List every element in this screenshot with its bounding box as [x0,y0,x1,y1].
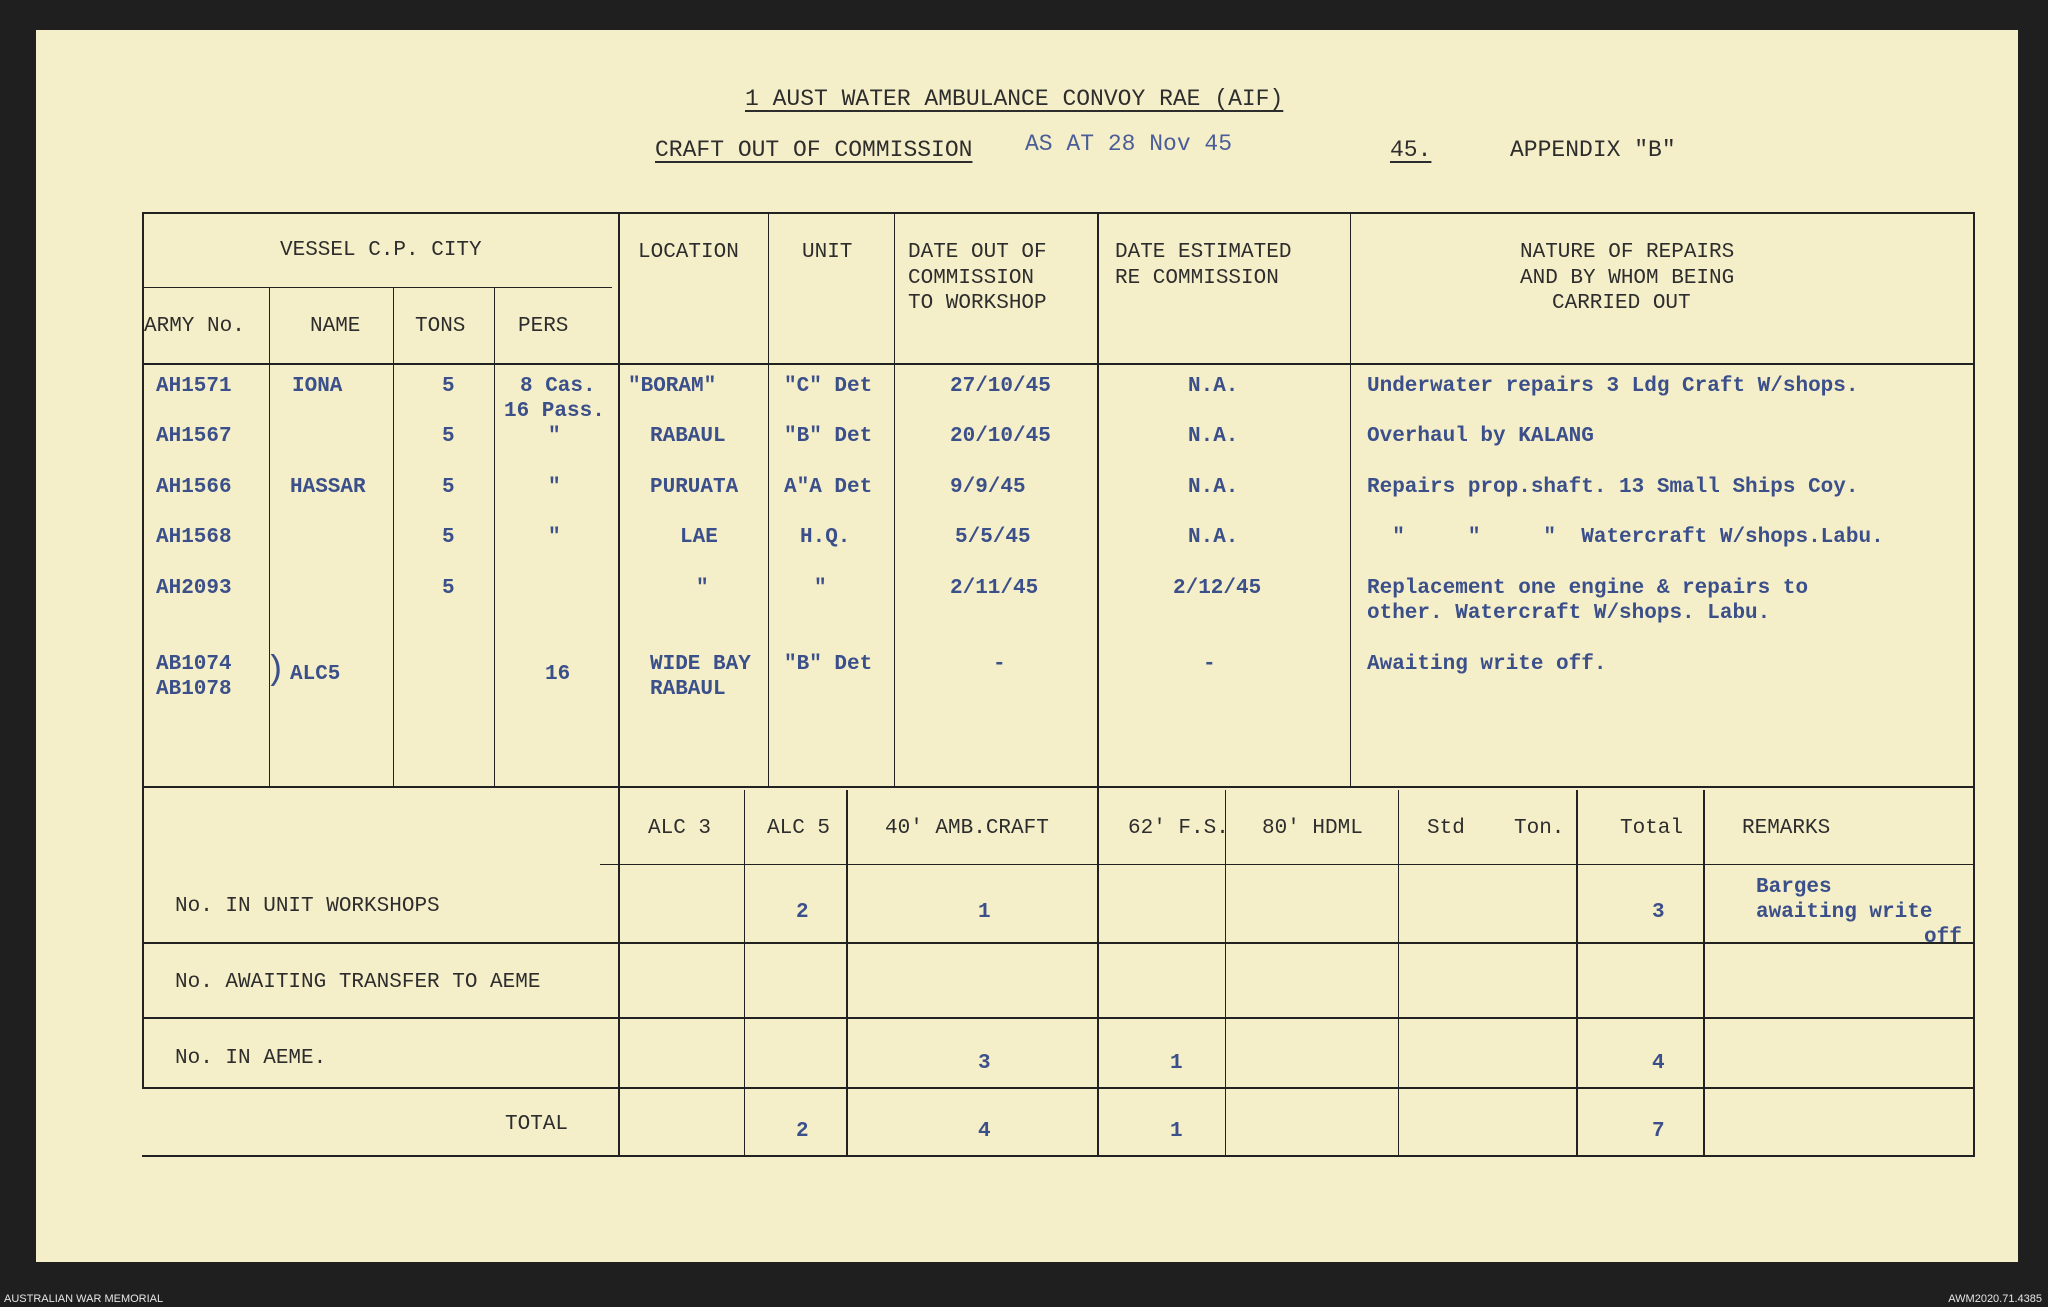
row-unit: A"A Det [784,476,873,499]
summary-col-line-hdml [1225,790,1226,1157]
summary-remarks-line3: off [1924,926,1962,949]
row-date-est: 2/12/45 [1173,577,1262,600]
row-date-est: N.A. [1188,425,1239,448]
row-army-no: AH1571 [156,375,232,398]
row-pers: 16 [545,663,571,686]
header-date-est-1: DATE ESTIMATED [1115,241,1292,264]
summary-cell-fs: 1 [1170,1052,1183,1075]
col-line-unit [768,212,769,787]
row-name: HASSAR [290,476,366,499]
header-army-no: ARMY No. [144,315,245,338]
row-tons: 5 [442,425,455,448]
summary-row-line-2 [142,1017,1975,1019]
row-nature: Repairs prop.shaft. 13 Small Ships Coy. [1367,476,1859,499]
summary-col-line-alc5 [744,790,745,1157]
subtitle-date-stamp: AS AT 28 Nov 45 [1025,131,1233,157]
row-pers-line2: 16 Pass. [504,400,605,423]
row-pers: 8 Cas. [520,375,596,398]
row-name: ALC5 [290,663,341,686]
subtitle-prefix: CRAFT OUT OF COMMISSION [655,137,973,163]
summary-header-alc3: ALC 3 [648,817,712,840]
footer-source: AUSTRALIAN WAR MEMORIAL [4,1293,164,1305]
row-location: " [696,577,709,600]
header-date-est-2: RE COMMISSION [1115,267,1279,290]
header-name: NAME [310,315,361,338]
summary-col-line-std [1398,790,1399,1157]
summary-row-label: No. IN UNIT WORKSHOPS [175,895,440,918]
summary-header-total: Total [1620,817,1684,840]
row-date-out: 27/10/45 [950,375,1051,398]
summary-total-label: TOTAL [505,1113,569,1136]
row-date-out: 9/9/45 [950,476,1026,499]
summary-top-border [142,786,1975,788]
row-pers: " [548,526,561,549]
document-sheet [36,30,2018,1262]
summary-header-ton: Ton. [1514,817,1565,840]
summary-header-amb-craft: 40' AMB.CRAFT [885,817,1049,840]
row-tons: 5 [442,375,455,398]
table-left-border [142,212,144,787]
row-army-no: AH1568 [156,526,232,549]
document-title: 1 AUST WATER AMBULANCE CONVOY RAE (AIF) [745,86,1284,112]
row-army-no: AH2093 [156,577,232,600]
col-line-date-est [1097,212,1099,1157]
col-line-pers [494,287,495,787]
summary-row-line-1 [142,942,1975,944]
header-nature-2: AND BY WHOM BEING [1520,267,1735,290]
brace-glyph: ) [265,652,286,690]
summary-header-hdml: 80' HDML [1262,817,1363,840]
row-date-est: N.A. [1188,526,1239,549]
row-nature: Underwater repairs 3 Ldg Craft W/shops. [1367,375,1859,398]
header-date-out-3: TO WORKSHOP [908,292,1047,315]
row-nature: " " " Watercraft W/shops.Labu. [1367,526,1884,549]
summary-row-label: No. AWAITING TRANSFER TO AEME [175,971,541,994]
header-bottom-line [142,363,1975,365]
row-nature: Overhaul by KALANG [1367,425,1594,448]
row-unit: "C" Det [784,375,873,398]
row-location-line2: RABAUL [650,678,726,701]
summary-cell-fs: 1 [1170,1120,1183,1143]
summary-remarks-line1: Barges [1756,876,1832,899]
summary-left-border [142,786,144,1088]
subtitle-typed-date: 45. [1390,137,1432,163]
row-nature: Awaiting write off. [1367,653,1607,676]
summary-row-label: No. IN AEME. [175,1047,327,1070]
table-top-border [142,212,1975,214]
header-nature-3: CARRIED OUT [1552,292,1691,315]
header-nature-1: NATURE OF REPAIRS [1520,241,1735,264]
row-unit: H.Q. [800,526,851,549]
row-date-est: N.A. [1188,476,1239,499]
footer-accession: AWM2020.71.4385 [1948,1293,2042,1305]
row-date-out: 20/10/45 [950,425,1051,448]
row-army-no: AH1566 [156,476,232,499]
row-date-out: 2/11/45 [950,577,1039,600]
summary-header-fs: 62' F.S. [1128,817,1229,840]
col-line-tons [393,287,394,787]
summary-col-line-amb [846,790,848,1157]
row-name: IONA [292,375,343,398]
row-location: "BORAM" [628,375,717,398]
col-line-date-out [894,212,895,787]
summary-cell-total: 7 [1652,1120,1665,1143]
header-vessel-group: VESSEL C.P. CITY [280,239,482,262]
summary-header-remarks: REMARKS [1742,817,1831,840]
row-location: PURUATA [650,476,739,499]
header-pers: PERS [518,315,569,338]
row-date-out: - [993,653,1006,676]
summary-col-line-remarks [1703,790,1705,1157]
summary-col-line-total [1576,790,1578,1157]
header-date-out-2: COMMISSION [908,267,1035,290]
row-pers: " [548,425,561,448]
appendix-label: APPENDIX "B" [1510,137,1676,163]
summary-cell-total: 4 [1652,1052,1665,1075]
summary-cell-amb: 4 [978,1120,991,1143]
row-army-no-line2: AB1078 [156,678,232,701]
row-location: RABAUL [650,425,726,448]
summary-header-line [600,864,1975,865]
row-unit: " [814,577,827,600]
summary-cell-amb: 1 [978,901,991,924]
row-location: LAE [680,526,718,549]
header-unit: UNIT [802,241,853,264]
col-line-name [269,287,270,787]
header-location: LOCATION [638,241,739,264]
row-army-no: AH1567 [156,425,232,448]
summary-cell-amb: 3 [978,1052,991,1075]
vessel-subheader-line [142,287,612,288]
row-tons: 5 [442,526,455,549]
summary-cell-alc5: 2 [796,901,809,924]
row-unit: "B" Det [784,653,873,676]
header-date-out-1: DATE OUT OF [908,241,1047,264]
row-unit: "B" Det [784,425,873,448]
summary-header-std: Std [1427,817,1465,840]
col-line-nature [1350,212,1351,787]
row-date-est: N.A. [1188,375,1239,398]
summary-row-line-3 [142,1087,1975,1089]
summary-remarks-line2: awaiting write [1756,901,1933,924]
row-tons: 5 [442,476,455,499]
summary-bottom-border [142,1155,1975,1157]
row-tons: 5 [442,577,455,600]
summary-cell-alc5: 2 [796,1120,809,1143]
col-line-location [618,212,620,1157]
row-date-out: 5/5/45 [955,526,1031,549]
row-date-est: - [1203,653,1216,676]
header-tons: TONS [415,315,466,338]
row-pers: " [548,476,561,499]
row-location: WIDE BAY [650,653,751,676]
summary-header-alc5: ALC 5 [767,817,831,840]
row-army-no: AB1074 [156,653,232,676]
row-nature: Replacement one engine & repairs to [1367,577,1809,600]
row-nature-line2: other. Watercraft W/shops. Labu. [1367,602,1771,625]
table-right-border [1973,212,1975,1157]
summary-cell-total: 3 [1652,901,1665,924]
